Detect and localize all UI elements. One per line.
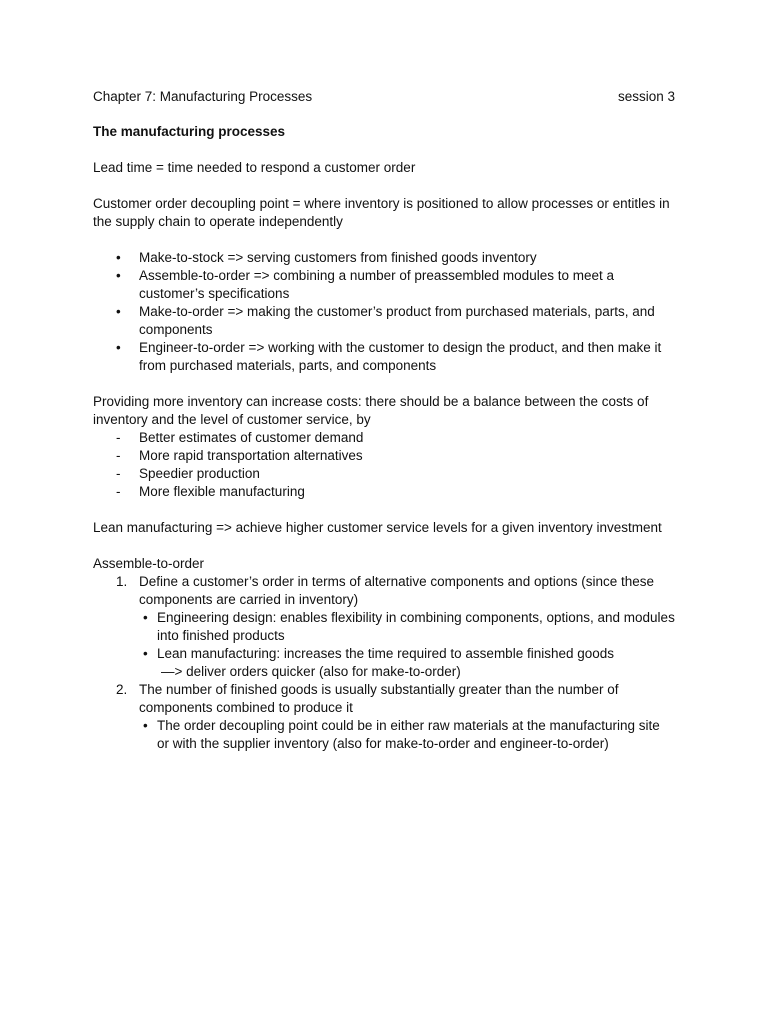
assemble-to-order-title: Assemble-to-order	[93, 556, 205, 571]
sub-list-item	[139, 645, 675, 681]
sub-list	[139, 609, 675, 681]
improvement-list	[93, 429, 675, 501]
sub-item-text: The order decoupling point could be in either raw materials at the manufacturing site or with the supplier inventory (also for make-to-order and engineer-to-order)	[157, 718, 660, 751]
sub-list-item	[139, 609, 675, 645]
document-body	[93, 88, 675, 753]
section-heading: The manufacturing processes	[93, 124, 286, 139]
sub-item-text: Engineering design: enables flexibility in combining components, options, and modules into finished products	[157, 610, 675, 643]
chapter-title: Chapter 7: Manufacturing Processes	[93, 89, 313, 104]
item-text: The number of finished goods is usually substantially greater than the number of components combined to produce it	[139, 682, 619, 715]
inventory-paragraph: Providing more inventory can increase costs: there should be a balance between the costs of inventory and the level of customer service, by	[93, 394, 649, 427]
sub-list-item	[139, 717, 675, 753]
page-header	[93, 88, 675, 106]
list-item: • Assemble-to-order => combining a number of preassembled modules to meet a customer’s specifications	[93, 267, 675, 303]
list-item: • Make-to-stock => serving customers from finished goods inventory	[93, 249, 675, 267]
numbered-item	[93, 681, 675, 753]
assemble-to-order-list	[93, 573, 675, 753]
list-item: - More flexible manufacturing	[93, 483, 675, 501]
sub-item-text: Lean manufacturing: increases the time required to assemble finished goods	[157, 646, 615, 661]
item-number: 2.	[116, 682, 128, 697]
list-item: - Better estimates of customer demand	[93, 429, 675, 447]
session-label: session 3	[617, 89, 675, 104]
item-number: 1.	[116, 574, 128, 589]
sub-list	[139, 717, 675, 753]
list-item: • Make-to-order => making the customer’s product from purchased materials, parts, and components	[93, 303, 675, 339]
lead-time-definition: Lead time = time needed to respond a customer order	[93, 160, 416, 175]
strategy-list	[93, 249, 675, 375]
sub-item-continuation: —> deliver orders quicker (also for make-to-order)	[161, 664, 461, 679]
decoupling-point-definition: Customer order decoupling point = where inventory is positioned to allow processes or entitles in the supply chain to operate independently	[93, 196, 670, 229]
list-item: • Engineer-to-order => working with the customer to design the product, and then make it from purchased materials, parts, and components	[93, 339, 675, 375]
lean-manufacturing-paragraph: Lean manufacturing => achieve higher customer service levels for a given inventory investment	[93, 520, 662, 535]
numbered-item	[93, 573, 675, 681]
item-text: Define a customer’s order in terms of alternative components and options (since these components are carried in inventory)	[139, 574, 655, 607]
list-item: - More rapid transportation alternatives	[93, 447, 675, 465]
list-item: - Speedier production	[93, 465, 675, 483]
